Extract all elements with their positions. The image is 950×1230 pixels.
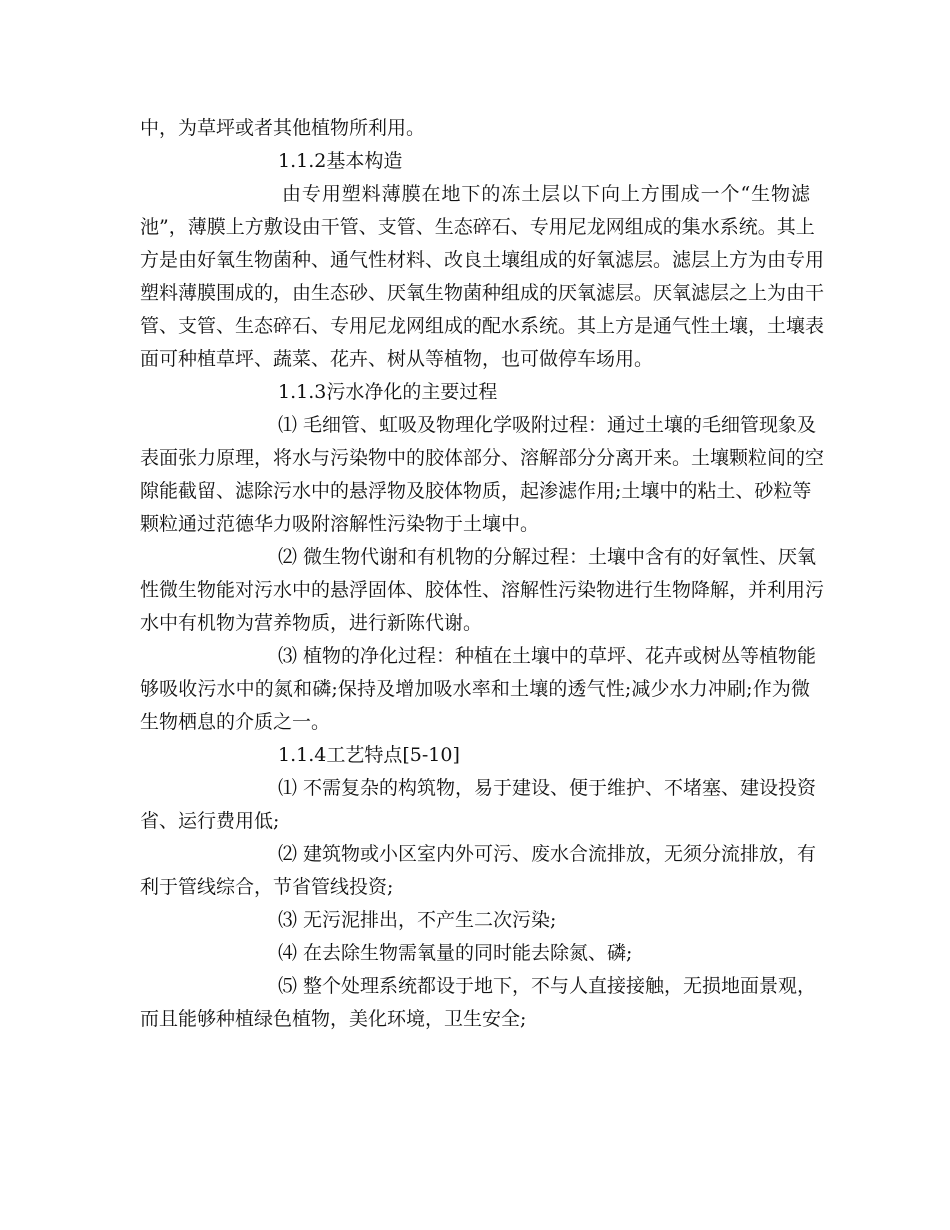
text-line: ⑶ 无污泥排出，不产生二次污染; [278, 909, 557, 931]
text-line: ⑶ 植物的净化过程：种植在土壤中的草坪、花卉或树丛等植物能 [278, 645, 817, 667]
text-line: 而且能够种植绿色植物，美化环境，卫生安全; [140, 1008, 527, 1030]
text-line: 利于管线综合，节省管线投资; [140, 876, 394, 898]
text-line: 水中有机物为营养物质，进行新陈代谢。 [140, 612, 483, 634]
text-line: ⑴ 毛细管、虹吸及物理化学吸附过程：通过土壤的毛细管现象及 [278, 414, 817, 436]
text-line: ⑵ 建筑物或小区室内外可污、废水合流排放，无须分流排放，有 [278, 843, 817, 865]
text-line: 管、支管、生态碎石、专用尼龙网组成的配水系统。其上方是通气性土壤，土壤表 [140, 315, 825, 337]
text-line: 面可种植草坪、蔬菜、花卉、树从等植物，也可做停车场用。 [140, 348, 654, 370]
text-line: 中，为草坪或者其他植物所利用。 [140, 117, 426, 139]
text-line: 性微生物能对污水中的悬浮固体、胶体性、溶解性污染物进行生物降解，并利用污 [140, 579, 825, 601]
text-line: ⑸ 整个处理系统都设于地下，不与人直接接触，无损地面景观， [278, 975, 817, 997]
text-line: 隙能截留、滤除污水中的悬浮物及胶体物质，起渗滤作用;土壤中的粘土、砂粒等 [140, 480, 812, 502]
text-line: 够吸收污水中的氮和磷;保持及增加吸水率和土壤的透气性;减少水力冲刷;作为微 [140, 678, 810, 700]
text-line: 塑料薄膜围成的，由生态砂、厌氧生物菌种组成的厌氧滤层。厌氧滤层之上为由干 [140, 282, 825, 304]
text-line: ⑷ 在去除生物需氧量的同时能去除氮、磷; [278, 942, 633, 964]
text-line: 颗粒通过范德华力吸附溶解性污染物于土壤中。 [140, 513, 540, 535]
text-line: ⑴ 不需复杂的构筑物，易于建设、便于维护、不堵塞、建设投资 [278, 777, 817, 799]
text-line: 方是由好氧生物菌种、通气性材料、改良土壤组成的好氧滤层。滤层上方为由专用 [140, 249, 825, 271]
document-body [140, 112, 825, 1036]
text-line: 池”，薄膜上方敷设由干管、支管、生态碎石、专用尼龙网组成的集水系统。其上 [140, 216, 815, 238]
section-heading: 1.1.4工艺特点[5-10] [278, 744, 460, 766]
text-line: 由专用塑料薄膜在地下的冻土层以下向上方围成一个“生物滤 [282, 183, 810, 205]
section-heading: 1.1.2基本构造 [278, 150, 403, 172]
text-line: ⑵ 微生物代谢和有机物的分解过程：土壤中含有的好氧性、厌氧 [278, 546, 817, 568]
text-line: 生物栖息的介质之一。 [140, 711, 331, 733]
text-line: 省、运行费用低; [140, 810, 280, 832]
section-heading: 1.1.3污水净化的主要过程 [278, 381, 498, 403]
text-line: 表面张力原理，将水与污染物中的胶体部分、溶解部分分离开来。土壤颗粒间的空 [140, 447, 825, 469]
